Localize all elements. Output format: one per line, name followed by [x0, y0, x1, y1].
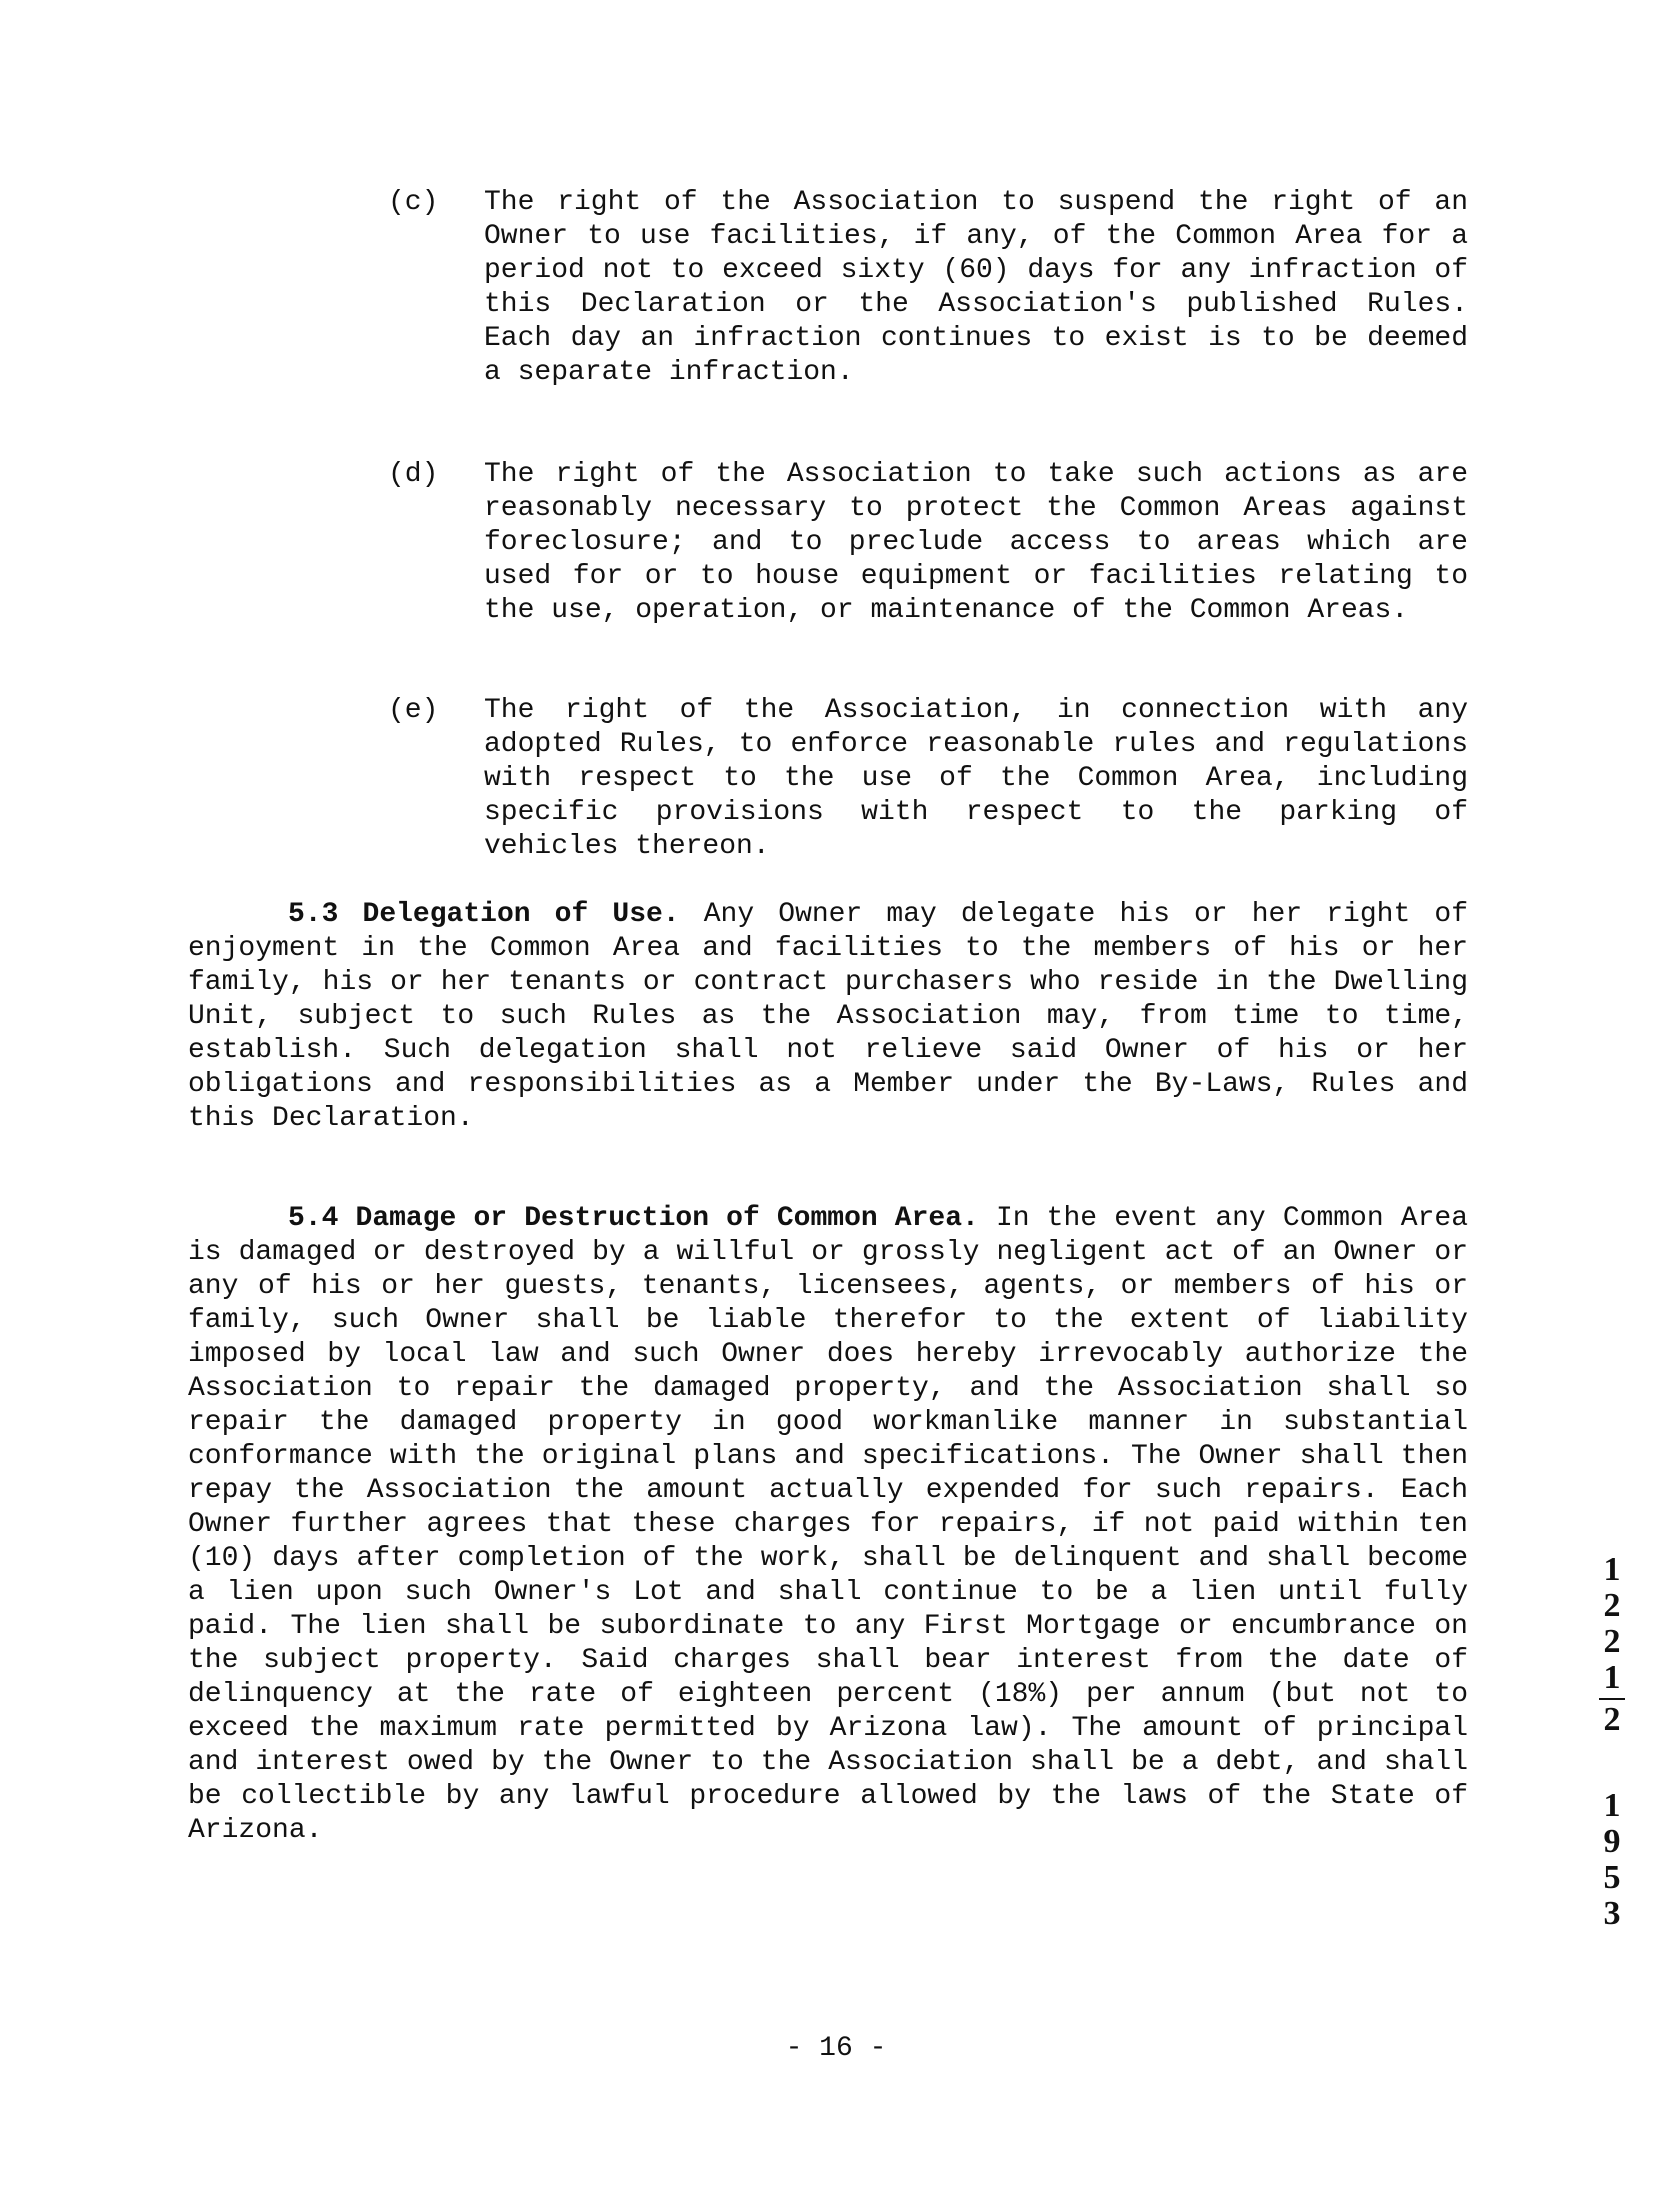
- stamp-digit: 2: [1603, 1623, 1621, 1660]
- section-body: Any Owner may delegate his or her right of enjoyment in the Common Area and facilities to the members of his or her family, his or her tenants or contract purchasers who reside in the Dwelling Unit, subject to such Rules as the Association may, from time to time, establish. Such delegation shall not relieve said Owner of his or her obligations and responsibilities as a Member under the By-Laws, Rules and this Declaration.: [188, 899, 1468, 1134]
- section-heading: 5.4 Damage or Destruction of Common Area.: [288, 1203, 996, 1234]
- stamp-divider: [1599, 1698, 1625, 1700]
- recording-stamp-top: [1592, 1552, 1632, 1738]
- stamp-digit: 9: [1603, 1823, 1621, 1860]
- section-5-4: [188, 1202, 1468, 1848]
- section-heading: 5.3 Delegation of Use.: [288, 899, 704, 930]
- subsection-text: The right of the Association to take such actions as are reasonably necessary to protect the Common Areas against foreclosure; and to preclude access to areas which are used for or to house equipment or facilities relating to the use, operation, or maintenance of the Common Areas.: [484, 459, 1468, 626]
- subsection-text: The right of the Association to suspend the right of an Owner to use facilities, if any, of the Common Area for a period not to exceed sixty (60) days for any infraction of this Declaration or the Association's published Rules. Each day an infraction continues to exist is to be deemed a separate infraction.: [484, 187, 1468, 388]
- subsection-text: The right of the Association, in connection with any adopted Rules, to enforce reasonable rules and regulations with respect to the use of the Common Area, including specific provisions with respect to the parking of vehicles thereon.: [484, 695, 1468, 862]
- stamp-digit: 3: [1603, 1895, 1621, 1932]
- subsection-letter: (e): [388, 695, 439, 726]
- stamp-digit: 2: [1603, 1701, 1621, 1738]
- section-body: In the event any Common Area is damaged or destroyed by a willful or grossly negligent act of an Owner or any of his or her guests, tenants, licensees, agents, or members of his or family, such Owner shall be liable therefor to the extent of liability imposed by local law and such Owner does hereby irrevocably authorize the Association to repair the damaged property, and the Association shall so repair the damaged property in good workmanlike manner in substantial conformance with the original plans and specifications. The Owner shall then repay the Association the amount actually expended for such repairs. Each Owner further agrees that these charges for repairs, if not paid within ten (10) days after completion of the work, shall be delinquent and shall become a lien upon such Owner's Lot and shall continue to be a lien until fully paid. The lien shall be subordinate to any First Mortgage or encumbrance on the subject property. Said charges shall bear interest from the date of delinquency at the rate of eighteen percent (18%) per annum (but not to exceed the maximum rate permitted by Arizona law). The amount of principal and interest owed by the Owner to the Association shall be a debt, and shall be collectible by any lawful procedure allowed by the laws of the State of Arizona.: [188, 1203, 1468, 1846]
- stamp-digit: 2: [1603, 1587, 1621, 1624]
- stamp-digit: 5: [1603, 1859, 1621, 1896]
- page-number: - 16 -: [785, 2033, 887, 2064]
- stamp-digit: 1: [1603, 1787, 1621, 1824]
- subsection-letter: (d): [388, 459, 439, 490]
- stamp-digit: 1: [1603, 1659, 1621, 1696]
- subsection-letter: (c): [388, 187, 439, 218]
- recording-stamp-bottom: [1592, 1788, 1632, 1932]
- section-5-3: [188, 898, 1468, 1136]
- stamp-digit: 1: [1603, 1551, 1621, 1588]
